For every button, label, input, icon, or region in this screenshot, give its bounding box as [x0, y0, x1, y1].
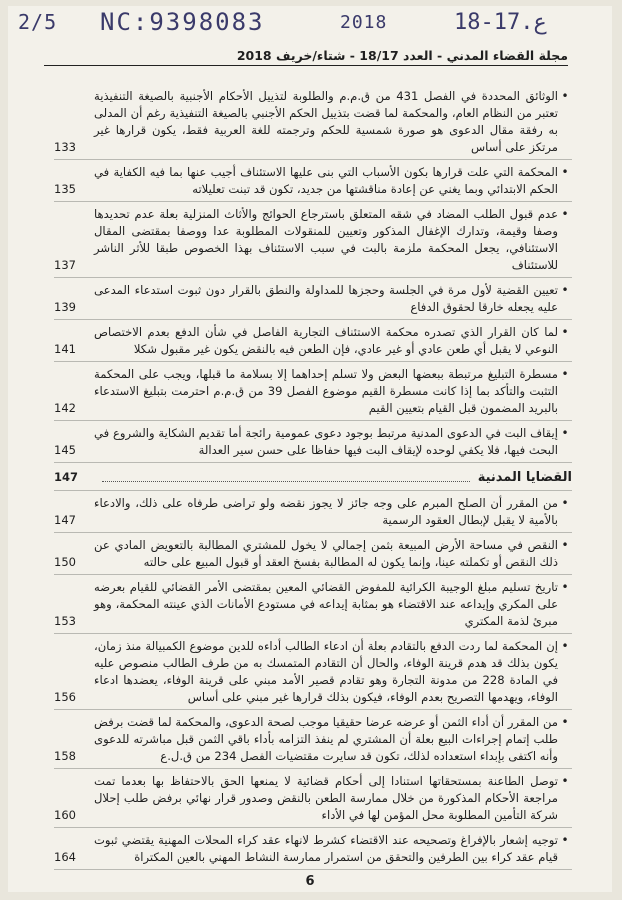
bullet-icon: • [561, 538, 569, 552]
item-page-number: 133 [54, 140, 76, 154]
item-text: مسطرة التبليغ مرتبطة ببعضها البعض ولا تسلم إحداهما إلا بسلامة ما قبلها، ويجب على المحكمة التثبت والتأكد بما إذا كانت مسطرة القيم موضوع الفصل 39 من ق.م.م احترمت بتبليغ الاستدعاء بالبريد المضمون قبل القيام بتعيين القيم [94, 367, 559, 415]
item-text: من المقرر أن الصلح المبرم على وجه جائز لا يجوز نقضه ولو تراضى طرفاه على ذلك، والادعاء بالأمية لا يقبل لإبطال العقود الرسمية [94, 496, 558, 527]
bullet-icon: • [561, 89, 569, 103]
journal-header: مجلة القضاء المدني - العدد 18/17 - شتاء/خريف 2018 [44, 48, 568, 66]
item-page-number: 147 [54, 513, 76, 527]
bullet-icon: • [561, 283, 569, 297]
bullet-icon: • [561, 639, 569, 653]
bullet-icon: • [561, 833, 569, 847]
handwritten-code: NC:9398083 [100, 8, 265, 36]
section-page-number: 147 [54, 470, 79, 484]
item-page-number: 153 [54, 614, 76, 628]
item-page-number: 145 [54, 443, 76, 457]
item-text: المحكمة التي علت قرارها بكون الأسباب التي بنى عليها الاستئناف أجيب عنها بما فيه الكفاية في الحكم الابتدائي وبما يغني عن إعادة مناقشتها من جديد، تكون قد تبنت تعليلاته [94, 165, 558, 196]
item-text: الوثائق المحددة في الفصل 431 من ق.م.م والطلوبة لتذييل الأحكام الأجنبية بالصيغة التنفيذية تعتبر من النظام العام، والمحكمة لما قضت بتذييل الحكم الأجنبي بالصيغة التنفيذية رغم أن المدلى به رفقة مقال الدعوى هو صورة شمسية للحكم وترجمته للغة العربية فقط، يكون قرارها غير مرتكز على أساس [94, 89, 558, 154]
item-page-number: 141 [54, 342, 76, 356]
item-page-number: 156 [54, 690, 76, 704]
list-item [54, 533, 572, 575]
section-leader-dots [102, 473, 470, 482]
list-item [54, 84, 572, 160]
list-item [54, 202, 572, 278]
item-page-number: 160 [54, 808, 76, 822]
item-page-number: 142 [54, 401, 76, 415]
page-number: 6 [305, 874, 315, 889]
item-page-number: 135 [54, 182, 76, 196]
list-item [54, 278, 572, 320]
list-item [54, 575, 572, 634]
item-text: إيقاف البت في الدعوى المدنية مرتبط بوجود دعوى عمومية رائجة أما تقديم الشكاية والشروع في البحث فيها، فلا يكفي لوحده لإيقاف البت فيها حفاظا على حسن سير العدالة [94, 426, 558, 457]
bullet-icon: • [561, 715, 569, 729]
bullet-icon: • [561, 774, 569, 788]
item-text: توصل الطاعنة بمستحقاتها استنادا إلى أحكام قضائية لا يمنعها الحق بالاحتفاظ بها بعدما تمت مراجعة الأحكام المذكورة من خلال ممارسة الطعن بالنقض وصدور قرار نهائي برفض طلب إحلال شركة التأمين المطلوبة محل المؤمن لها في الأداء [94, 774, 558, 822]
list-item [54, 634, 572, 710]
item-text: إن المحكمة لما ردت الدفع بالتقادم بعلة أن ادعاء الطالب أداءه للدين موضوع الكمبيالة منذ زمان، يكون بذلك قد هدم قرينة الوفاء، والحال أن التقادم المتمسك به من طرف الطالب منصوص عليه في المادة 228 من مدونة التجارة وهو تقادم قصير الأمد مبني على قرينة الوفاء، يعضدها ادعاء الوفاء، ويهدمها التصريح بعدم الوفاء، فيكون بذلك قرارها غير مبني على أساس [94, 639, 558, 704]
item-text: عدم قبول الطلب المضاد في شقه المتعلق باسترجاع الحوائج والأثاث المنزلية بعلة عدم تحديدها وصفا وقيمة، وتدارك الإغفال المذكور وتعيين للمنقولات المطلوبة عدا ووصفا بمقتضى المقال الاستئنافي، يجعل المحكمة ملزمة بالبت في سبب الاستئناف بهذا الخصوص طبقا للأثر الناشر للاستئناف [94, 207, 558, 272]
item-text: تاريخ تسليم مبلغ الوجيبة الكرائية للمفوض القضائي المعين بمقتضى الأمر القضائي للقيام بعرضه على المكري وإيداعه عند الاقتضاء هو بمثابة إيداعه في مستودع الأمانات الذي عينته المحكمة، وهو مبرئ لذمة المكتري [94, 580, 558, 628]
section-title: القضايا المدنية [477, 470, 572, 485]
list-item [54, 362, 572, 421]
item-page-number: 137 [54, 258, 76, 272]
handwritten-year: 2018 [340, 12, 388, 33]
bullet-icon: • [561, 426, 569, 440]
bullet-icon: • [561, 165, 569, 179]
item-text: تعيين القضية لأول مرة في الجلسة وحجزها للمداولة والنطق بالقرار دون ثبوت استدعاء المدعى عليه يجعله خارقا لحقوق الدفاع [94, 283, 558, 314]
item-text: توجيه إشعار بالإفراغ وتصحيحه عند الاقتضاء كشرط لانهاء عقد كراء المحلات المهنية يقتضي ثبوت قيام عقد كراء بين الطرفين والتحقق من استمرار ممارسة النشاط المهني بالعين المكتراة [94, 833, 558, 864]
list-item [54, 421, 572, 463]
bullet-icon: • [561, 325, 569, 339]
list-item [54, 828, 572, 870]
list-item [54, 769, 572, 828]
section-heading [54, 463, 572, 491]
toc-list-a [54, 84, 572, 463]
toc-list-b [54, 491, 572, 870]
item-text: النقص في مساحة الأرض المبيعة بثمن إجمالي لا يخول للمشتري المطالبة بالتعويض المادي عن ذلك النقص أو تكملته عينا، وإنما يكون له المطالبة بفسخ العقد أو قبول المبيع على حالته [94, 538, 558, 569]
bullet-icon: • [561, 367, 569, 381]
handwritten-issue: 18-17.ع [454, 10, 547, 35]
document-page [8, 6, 612, 892]
bullet-icon: • [561, 580, 569, 594]
item-page-number: 150 [54, 555, 76, 569]
item-page-number: 158 [54, 749, 76, 763]
table-of-contents [54, 84, 572, 870]
bullet-icon: • [561, 207, 569, 221]
item-page-number: 164 [54, 850, 76, 864]
list-item [54, 160, 572, 202]
list-item [54, 710, 572, 769]
handwritten-fraction: 2/5 [18, 10, 58, 34]
item-text: لما كان القرار الذي تصدره محكمة الاستئناف التجارية الفاصل في شأن الدفع بعدم الاختصاص النوعي لا يقبل أي طعن عادي أو غير عادي، فإن الطعن فيه بالنقض يكون غير مقبول شكلا [94, 325, 558, 356]
item-page-number: 139 [54, 300, 76, 314]
item-text: من المقرر أن أداء الثمن أو عرضه عرضا حقيقيا موجب لصحة الدعوى، والمحكمة لما قضت برفض طلب إتمام إجراءات البيع بعلة أن المشتري لم ينفذ التزامه بأداء باقي الثمن قبل مباشرته للدعوى وأنه اكتفى بإبداء استعداده لذلك، تكون قد سايرت مقتضيات الفصل 234 من ق.ل.ع [94, 715, 558, 763]
list-item [54, 491, 572, 533]
bullet-icon: • [561, 496, 569, 510]
list-item [54, 320, 572, 362]
